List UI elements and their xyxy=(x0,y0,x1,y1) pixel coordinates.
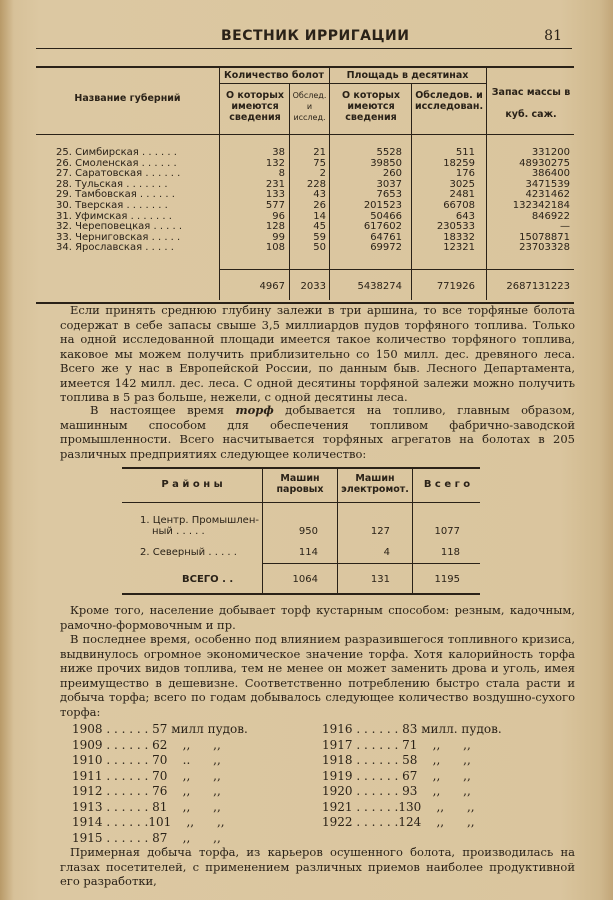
total-label: ВСЕГО . . xyxy=(182,574,234,585)
table-row-count-investigated: 50 xyxy=(313,242,326,254)
table-row-reserve: 132342184 xyxy=(512,200,570,211)
table-row-reserve: 23703328 xyxy=(519,242,570,254)
year-entry: 1920 . . . . . . 93 ,, ,, xyxy=(322,784,471,798)
table-row-count-investigated: 14 xyxy=(313,210,326,222)
table-row-count-investigated: 59 xyxy=(313,231,326,243)
year-entry: 1914 . . . . . .101 ,, ,, xyxy=(72,815,225,829)
table-row-area-info: 69972 xyxy=(370,242,402,254)
year-entry: 1911 . . . . . . 70 ,, ,, xyxy=(72,768,221,783)
table-row-gubernia-name: 25. Симбирская . . . . . . xyxy=(56,147,177,158)
running-header xyxy=(36,28,572,49)
table-row-reserve: 48930275 xyxy=(519,157,570,169)
table-row-area-investigated: 18332 xyxy=(443,231,475,243)
table-row-count-info: 128 xyxy=(265,221,285,233)
machines-table xyxy=(122,467,480,595)
table-row-area-info: 50466 xyxy=(370,210,402,222)
total-area-investigated: 771926 xyxy=(436,281,475,292)
table-row-count-info: 577 xyxy=(265,200,285,211)
table-row-area-info: 3037 xyxy=(376,178,402,190)
row2-electric: 4 xyxy=(383,547,390,558)
table-row-gubernia-name: 30. Тверская . . . . . . . xyxy=(56,200,168,211)
table-row-area-info: 5528 xyxy=(376,147,402,158)
row2-steam: 114 xyxy=(298,547,318,558)
table-row-reserve: — xyxy=(560,221,570,233)
years-left-column xyxy=(72,722,248,846)
table-row-count-info: 8 xyxy=(278,168,285,180)
row1-electric: 127 xyxy=(370,526,390,537)
table-row-count-info: 132 xyxy=(265,157,285,169)
table-row-area-investigated: 643 xyxy=(455,210,475,222)
total-area-info: 5438274 xyxy=(357,281,402,292)
year-entry: 1917 . . . . . . 71 ,, ,, xyxy=(322,737,471,752)
table-row-area-info: 7653 xyxy=(376,189,402,201)
header-count-investigated: Обслед. и исслед. xyxy=(292,91,327,122)
row1-total: 1077 xyxy=(434,526,460,537)
paragraph-3: Кроме того, население добывает торф кустарным способом: резным, кадочным, рамочно-формовочным и пр. xyxy=(60,603,575,632)
table-row-area-info: 64761 xyxy=(370,231,402,243)
table-row-count-info: 38 xyxy=(272,147,285,158)
row1-steam: 950 xyxy=(298,526,318,537)
table-row-area-info: 260 xyxy=(382,168,402,180)
table-row-area-investigated: 176 xyxy=(455,168,475,180)
table-row-area-investigated: 230533 xyxy=(436,221,475,233)
page-number: 81 xyxy=(544,28,562,44)
header-area: Площадь в десятинах xyxy=(346,70,469,81)
paragraph-1: Если принять среднюю глубину залежи в три аршина, то все торфяные болота содержат в себе запасы свыше 3,5 миллиардов пудов торфяного топлива. Только на одной исследованной площади имеется такое количество торфяного топлива, каковое мы можем получить приблизительно со 150 милл. дес. древяного леса. Всего же у нас в Европейской России, по данным быв. Лесного Департамента, имеется 142 милл. дес. леса. С одной десятины торфяной залежи можно получить топлива в 5 раз больше, нежели, с одной десятины леса. xyxy=(60,303,575,404)
year-entry: 1919 . . . . . . 67 ,, ,, xyxy=(322,768,471,783)
table-row-count-investigated: 228 xyxy=(306,178,326,190)
table-row-reserve: 386400 xyxy=(531,168,570,180)
year-entry: 1916 . . . . . . 83 милл. пудов. xyxy=(322,722,502,736)
table-row-count-investigated: 2 xyxy=(319,168,326,180)
table-row-gubernia-name: 27. Саратовская . . . . . . xyxy=(56,168,181,180)
header-bog-count: Количество болот xyxy=(223,70,324,81)
table-row-count-investigated: 43 xyxy=(313,189,326,201)
table-row-count-investigated: 75 xyxy=(313,157,326,169)
table-row-count-investigated: 21 xyxy=(313,147,326,158)
table-row-count-info: 231 xyxy=(265,178,285,190)
header-area-investigated: Обследов. и исследован. xyxy=(414,90,484,112)
year-entry: 1912 . . . . . . 76 ,, ,, xyxy=(72,784,221,798)
table-row-count-info: 96 xyxy=(272,210,285,222)
table-row-area-info: 201523 xyxy=(363,200,402,211)
year-entry: 1922 . . . . . .124 ,, ,, xyxy=(322,815,475,829)
table-row-reserve: 15078871 xyxy=(519,231,570,243)
table-row-count-info: 133 xyxy=(265,189,285,201)
table-row-count-investigated: 45 xyxy=(313,221,326,233)
table-row-area-investigated: 12321 xyxy=(443,242,475,254)
total-total: 1195 xyxy=(434,574,460,585)
header-regions: Р а й о н ы xyxy=(161,479,223,490)
table-row-area-investigated: 18259 xyxy=(443,157,475,169)
bog-table xyxy=(36,66,574,300)
years-right-column xyxy=(322,722,502,831)
year-entry: 1921 . . . . . .130 ,, ,, xyxy=(322,799,475,814)
table-row-gubernia-name: 26. Смоленская . . . . . . xyxy=(56,157,177,169)
paragraph-4: В последнее время, особенно под влиянием разразившегося топливного кризиса, выдвинулось огромное экономическое значение торфа. Хотя калорийность торфа ниже прочих видов топлива, тем не менее он может заменить дрова и уголь, имея преимущество в дешевизне. Соответственно потреблению быстро стала расти и добыча торфа; всего по годам добывалось следующее количество воздушно-сухого торфа: xyxy=(60,632,575,719)
year-entry: 1918 . . . . . . 58 ,, ,, xyxy=(322,753,471,767)
table-row-area-info: 617602 xyxy=(363,221,402,233)
row2-region: 2. Северный . . . . . xyxy=(140,547,237,558)
year-entry: 1909 . . . . . . 62 ,, ,, xyxy=(72,737,221,752)
table-row-gubernia-name: 34. Ярославская . . . . . xyxy=(56,242,174,254)
table-row-reserve: 4231462 xyxy=(525,189,570,201)
table-row-reserve: 846922 xyxy=(531,210,570,222)
table-row-gubernia-name: 29. Тамбовская . . . . . . xyxy=(56,189,175,201)
row1-region: 1. Центр. Промышлен- xyxy=(140,515,259,526)
year-entry: 1913 . . . . . . 81 ,, ,, xyxy=(72,799,221,814)
table-row-area-investigated: 511 xyxy=(455,147,475,158)
table-row-count-info: 99 xyxy=(272,231,285,243)
header-area-info: О которых имеются сведения xyxy=(342,90,400,123)
table-row-count-investigated: 26 xyxy=(313,200,326,211)
year-entry: 1908 . . . . . . 57 милл пудов. xyxy=(72,722,248,736)
year-entry: 1910 . . . . . . 70 .. ,, xyxy=(72,753,221,767)
paragraph-2: В настоящее время торф добывается на топливо, главным образом, машинным способом для обеспечения топливом фабрично-заводской промышленности. Всего насчитывается торфяных агрегатов на болотах в 205 различных предприятиях следующее количество: xyxy=(60,403,575,461)
header-reserve: Запас массы в куб. саж. xyxy=(491,87,571,120)
paragraph-5: Примерная добыча торфа, из карьеров осушенного болота, производилась на глазах посетителей, с применением различных приемов наиболее продуктивной его разработки, xyxy=(60,845,575,888)
table-row-gubernia-name: 31. Уфимская . . . . . . . xyxy=(56,210,172,222)
header-count-info: О которых имеются сведения xyxy=(226,90,284,123)
header-steam: Машин паровых xyxy=(276,473,324,495)
table-row-reserve: 3471539 xyxy=(525,178,570,190)
header-total: В с е г о xyxy=(423,479,471,490)
table-row-reserve: 331200 xyxy=(531,147,570,158)
table-row-count-info: 108 xyxy=(265,242,285,254)
table-row-gubernia-name: 33. Черниговская . . . . . xyxy=(56,231,181,243)
row1-region-cont: ный . . . . . xyxy=(152,526,205,537)
total-count-investigated: 2033 xyxy=(300,281,326,292)
total-electric: 131 xyxy=(370,574,390,585)
year-entry: 1915 . . . . . . 87 ,, ,, xyxy=(72,830,221,845)
table-row-area-investigated: 2481 xyxy=(449,189,475,201)
table-row-area-info: 39850 xyxy=(370,157,402,169)
header-gubernia: Название губерний xyxy=(74,93,181,104)
total-count-info: 4967 xyxy=(259,281,285,292)
journal-title: ВЕСТНИК ИРРИГАЦИИ xyxy=(221,28,410,44)
table-row-area-investigated: 3025 xyxy=(449,178,475,190)
total-reserve: 2687131223 xyxy=(506,281,570,292)
emphasis-peat: торф xyxy=(235,403,274,417)
total-steam: 1064 xyxy=(292,574,318,585)
table-row-gubernia-name: 28. Тульская . . . . . . . xyxy=(56,178,168,190)
header-electric: Машин электромот. xyxy=(341,473,409,495)
table-row-area-investigated: 66708 xyxy=(443,200,475,211)
table-row-gubernia-name: 32. Череповецкая . . . . . xyxy=(56,221,183,233)
row2-total: 118 xyxy=(440,547,460,558)
